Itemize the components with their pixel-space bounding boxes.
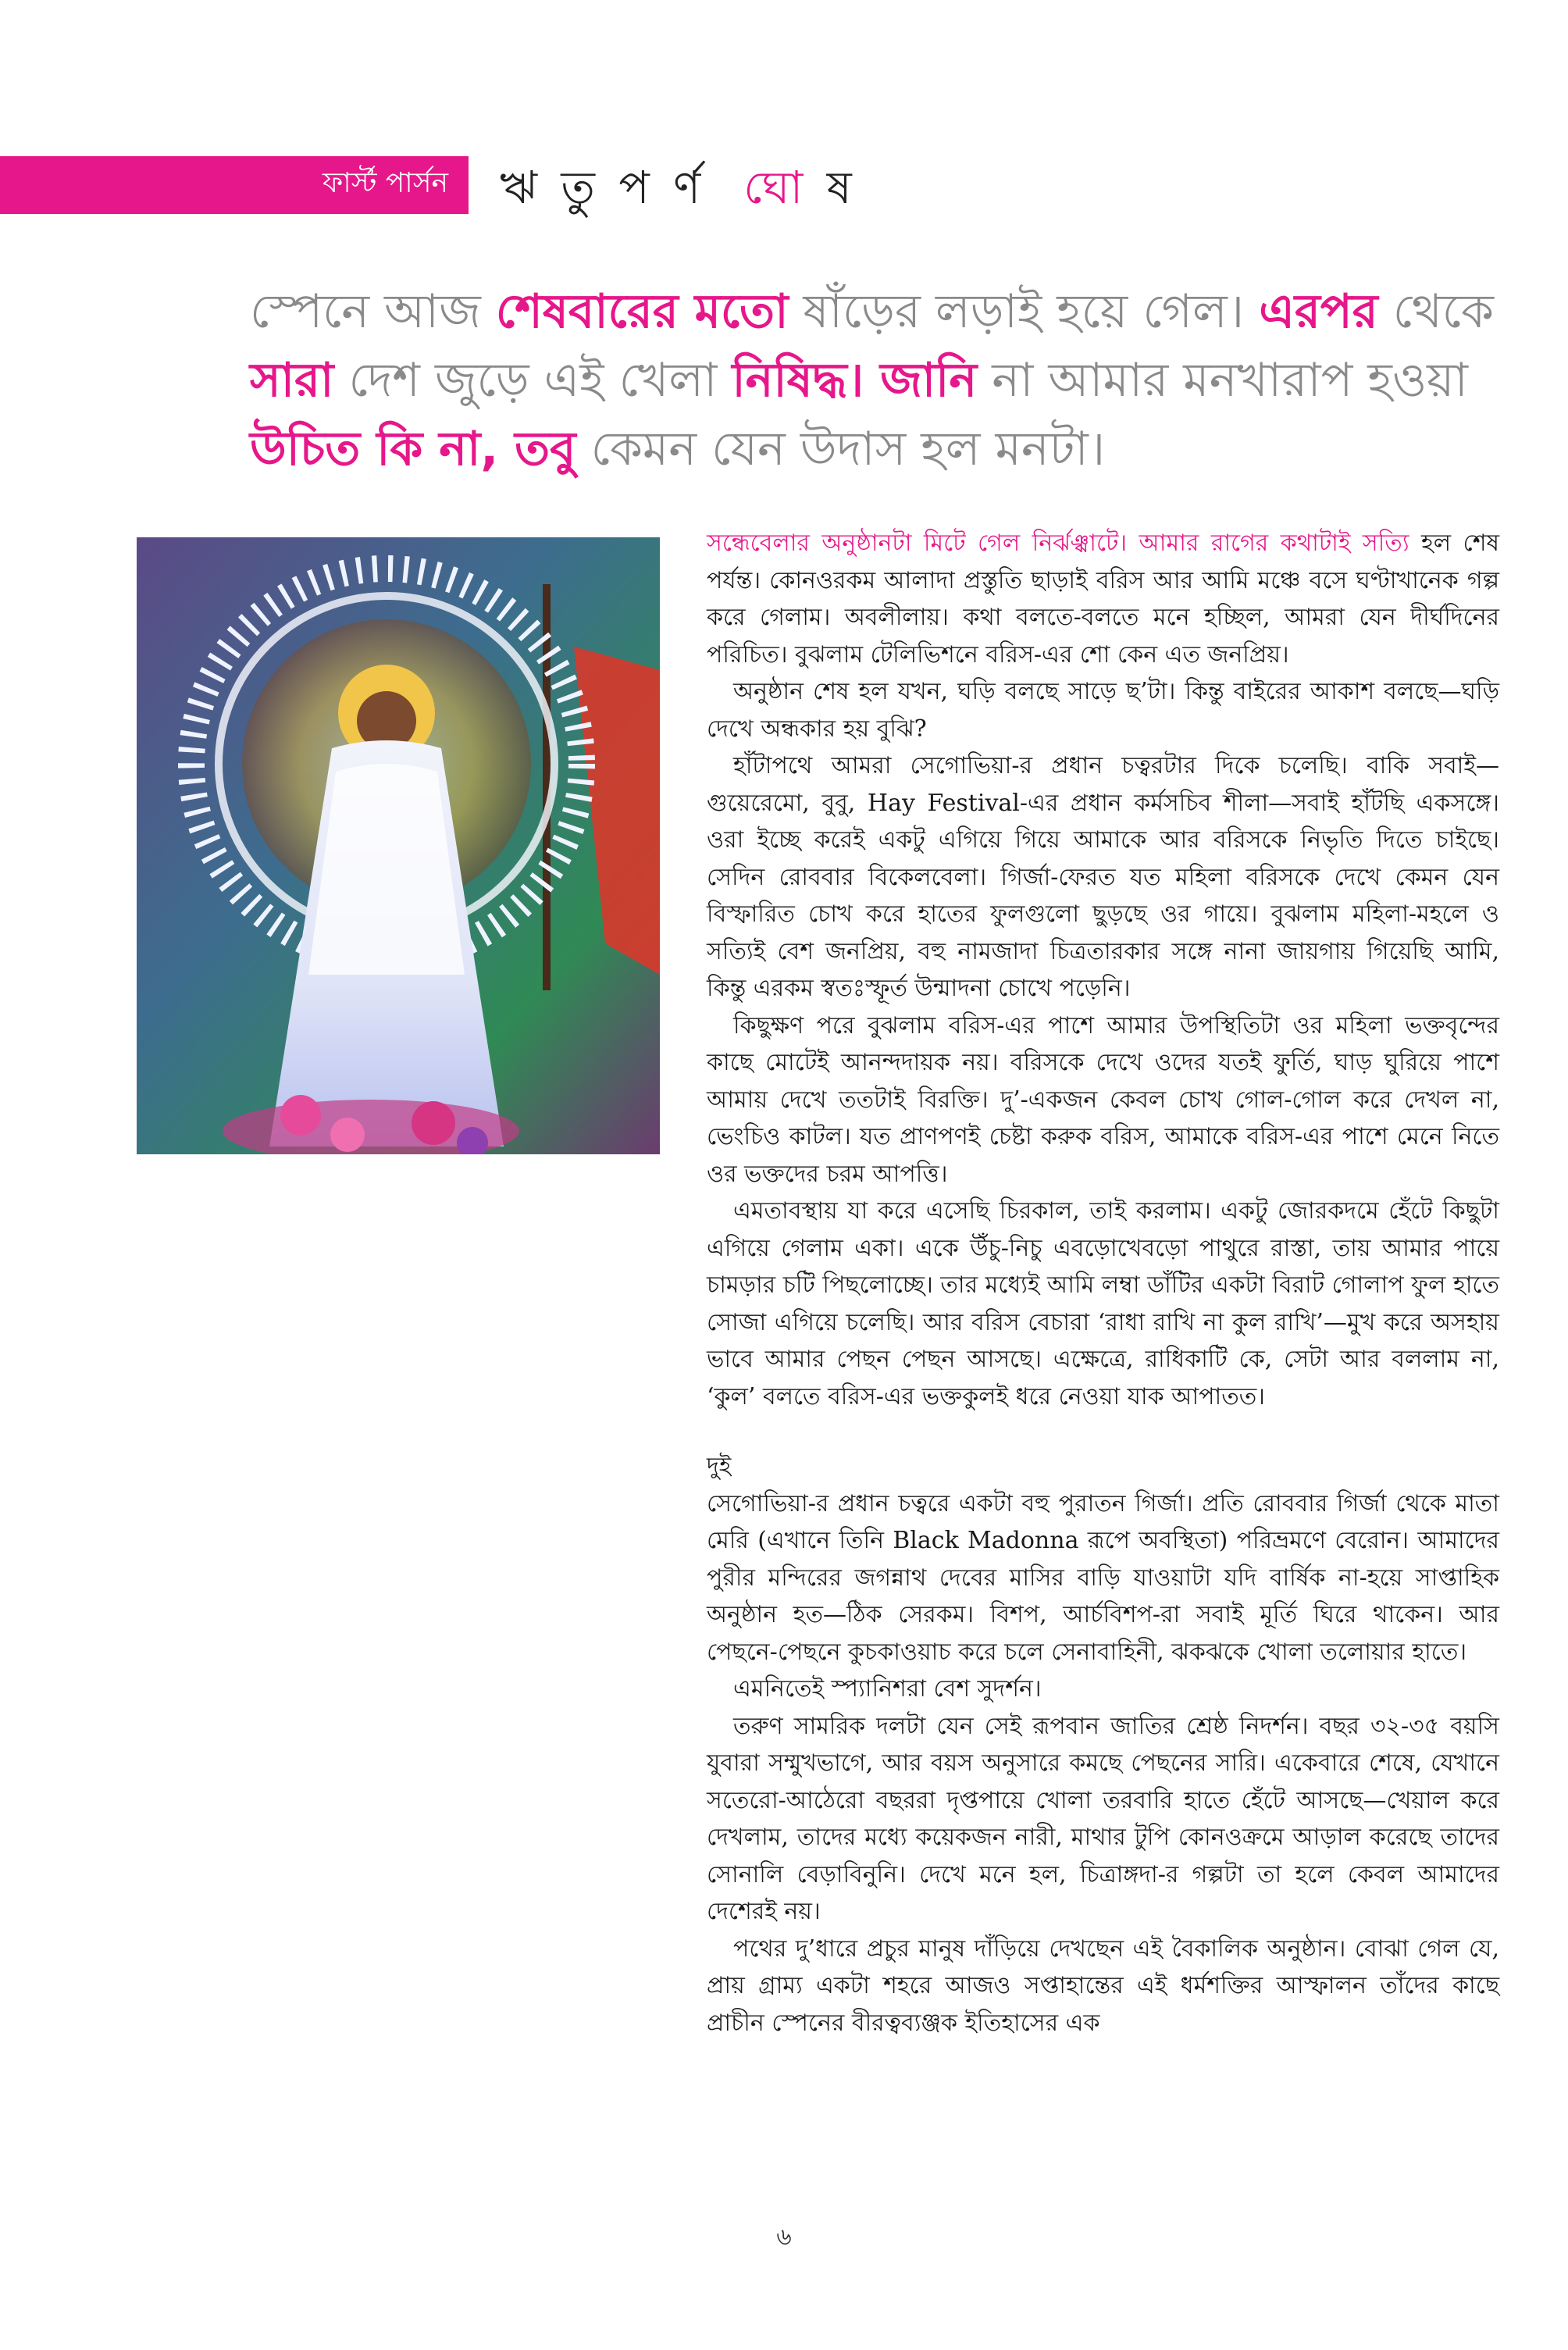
author-surname-rest: ষ — [826, 161, 857, 214]
pq-text: ষাঁড়ের লড়াই হয়ে গেল। — [788, 284, 1260, 339]
paragraph: সেগোভিয়া-র প্রধান চত্বরে একটা বহু পুরাতন গির্জা। প্রতি রোববার গির্জা থেকে মাতা মেরি (এখানে তিনি Black Madonna রূপে অবস্থিতা) পরিভ্রমণে বেরোন। আমাদের পুরীর মন্দিরের জগন্নাথ দেবের মাসির বাড়ি যাওয়াটা যদি বার্ষিক না-হয়ে সাপ্তাহিক অনুষ্ঠান হত—ঠিক সেরকম। বিশপ, আর্চবিশপ-রা সবাই মূর্তি ঘিরে থাকেন। আর পেছনে-পেছনে কুচকাওয়াচ করে চলে সেনাবাহিনী, ঝকঝকে খোলা তলোয়ার হাতে। — [707, 1489, 1499, 1666]
section-band — [0, 156, 469, 214]
pq-text: থেকে — [1377, 284, 1494, 339]
pq-highlight: উচিত কি না, তবু — [250, 422, 576, 476]
author-name — [500, 153, 857, 229]
author-surname-accent: ঘো — [743, 161, 808, 214]
article-body — [707, 525, 1499, 2042]
paragraph: তরুণ সামরিক দলটা যেন সেই রূপবান জাতির শ্রেষ্ঠ নিদর্শন। বছর ৩২-৩৫ বয়সি যুবারা সম্মুখভাগে, আর বয়স অনুসারে কমছে পেছনের সারি। একেবারে শেষে, যেখানে সতেরো-আঠেরো বছররা দৃপ্তপায়ে খোলা তরবারি হাতে হেঁটে আসছে—খেয়াল করে দেখলাম, তাদের মধ্যে কয়েকজন নারী, মাথার টুপি কোনওক্রমে আড়াল করেছে তাদের সোনালি বেড়াবিনুনি। দেখে মনে হল, চিত্রাঙ্গদা-র গল্পটা তা হলে কেবল আমাদের দেশেরই নয়। — [707, 1712, 1499, 1925]
section-heading: দুই — [707, 1453, 732, 1480]
madonna-illustration — [137, 537, 660, 1154]
pq-text: দেশ জুড়ে এই খেলা — [333, 353, 732, 408]
paragraph: পথের দু’ধারে প্রচুর মানুষ দাঁড়িয়ে দেখছেন এই বৈকালিক অনুষ্ঠান। বোঝা গেল যে, প্রায় গ্রাম্য একটা শহরে আজও সপ্তাহান্তের এই ধর্মশক্তির আস্ফালন তাঁদের কাছে প্রাচীন স্পেনের বীরত্বব্যঞ্জক ইতিহাসের এক — [707, 1935, 1499, 2037]
pq-text: না আমার মনখারাপ হওয়া — [977, 353, 1468, 408]
pq-highlight: এরপর — [1259, 284, 1378, 339]
pq-text: কেমন যেন উদাস হল মনটা। — [576, 422, 1106, 476]
pq-text: স্পেনে আজ — [250, 284, 496, 339]
madonna-photo — [137, 537, 660, 1154]
paragraph: অনুষ্ঠান শেষ হল যখন, ঘড়ি বলছে সাড়ে ছ’টা। কিন্তু বাইরের আকাশ বলছে—ঘড়ি দেখে অন্ধকার হয় বুঝি? — [707, 678, 1499, 743]
pq-highlight: নিষিদ্ধ। জানি — [732, 353, 978, 408]
paragraph: হাঁটাপথে আমরা সেগোভিয়া-র প্রধান চত্বরটার দিকে চলেছি। বাকি সবাই—গুয়েরেমো, বুবু, Hay Festival-এর প্রধান কর্মসচিব শীলা—সবাই হাঁটছি একসঙ্গে। ওরা ইচ্ছে করেই একটু এগিয়ে গিয়ে আমাকে আর বরিসকে নিভৃতি দিতে চাইছে। সেদিন রোববার বিকেলবেলা। গির্জা-ফেরত যত মহিলা বরিসকে দেখে কেমন যেন বিস্ফারিত চোখ করে হাতের ফুলগুলো ছুড়ছে ওর গায়ে। বুঝলাম মহিলা-মহলে ও সত্যিই বেশ জনপ্রিয়, বহু নামজাদা চিত্রতারকার সঙ্গে নানা জায়গায় গিয়েছি আমি, কিন্তু এরকম স্বতঃস্ফূর্ত উন্মাদনা চোখে পড়েনি। — [707, 752, 1499, 1002]
author-first-name: ঋ তু প র্ণ — [500, 161, 706, 214]
pq-highlight: শেষবারের মতো — [495, 284, 789, 339]
paragraph-text: হল শেষ পর্যন্ত। কোনওরকম আলাদা প্রস্তুতি ছাড়াই বরিস আর আমি মঞ্চে বসে ঘণ্টাখানেক গল্প করে গেলাম। অবলীলায়। কথা বলতে-বলতে মনে হচ্ছিল, আমরা যেন দীর্ঘদিনের পরিচিত। বুঝলাম টেলিভিশনে বরিস-এর শো কেন এত জনপ্রিয়। — [707, 530, 1499, 669]
lead-in: সন্ধেবেলার অনুষ্ঠানটা মিটে গেল নির্ঝঞ্ঝাটে। আমার রাগের কথাটাই সত্যি — [707, 530, 1409, 557]
paragraph — [707, 525, 1499, 673]
paragraph: এমনিতেই স্প্যানিশরা বেশ সুদর্শন। — [733, 1675, 1042, 1703]
pull-quote — [250, 277, 1531, 483]
paragraph: কিছুক্ষণ পরে বুঝলাম বরিস-এর পাশে আমার উপস্থিতিটা ওর মহিলা ভক্তবৃন্দের কাছে মোটেই আনন্দদায়ক নয়। বরিসকে দেখে ওদের যতই ফুর্তি, ঘাড় ঘুরিয়ে পাশে আমায় দেখে ততটাই বিরক্তি। দু’-একজন কেবল চোখ গোল-গোল করে দেখল না, ভেংচিও কাটল। যত প্রাণপণই চেষ্টা করুক বরিস, আমাকে বরিস-এর পাশে মেনে নিতে ওর ভক্তদের চরম আপত্তি। — [707, 1011, 1499, 1188]
page-number: ৬ — [776, 2223, 792, 2251]
section-label: ফার্স্ট পার্সন — [322, 167, 448, 199]
paragraph: এমতাবস্থায় যা করে এসেছি চিরকাল, তাই করলাম। একটু জোরকদমে হেঁটে কিছুটা এগিয়ে গেলাম একা। একে উঁচু-নিচু এবড়োখেবড়ো পাথুরে রাস্তা, তায় আমার পায়ে চামড়ার চটি পিছলোচ্ছে। তার মধ্যেই আমি লম্বা ডাঁটির একটা বিরাট গোলাপ ফুল হাতে সোজা এগিয়ে চলেছি। আর বরিস বেচারা ‘রাধা রাখি না কুল রাখি’—মুখ করে অসহায় ভাবে আমার পেছন পেছন আসছে। এক্ষেত্রে, রাধিকাটি কে, সেটা আর বললাম না, ‘কুল’ বলতে বরিস-এর ভক্তকুলই ধরে নেওয়া যাক আপাতত। — [707, 1197, 1499, 1410]
pq-highlight: সারা — [250, 353, 334, 408]
